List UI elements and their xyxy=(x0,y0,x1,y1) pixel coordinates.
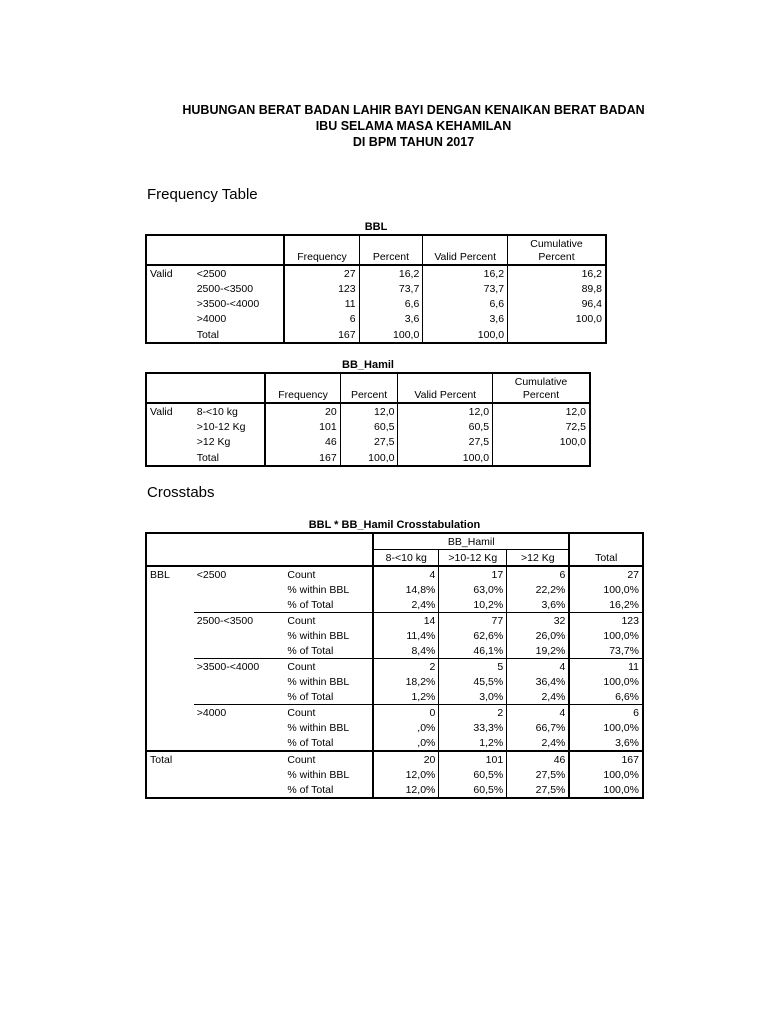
crosstab-row xyxy=(146,674,643,689)
cell-blank xyxy=(194,720,285,735)
cell-valid-percent: 100,0 xyxy=(398,449,493,466)
crosstab-row xyxy=(146,659,643,675)
table-row xyxy=(146,311,606,326)
cell-12-kg: 19,2% xyxy=(507,643,570,659)
cell-blank xyxy=(194,674,285,689)
cell-blank xyxy=(146,782,194,798)
cell-percent: 3,6 xyxy=(359,311,423,326)
header-frequency: Frequency xyxy=(284,235,359,265)
cell-total: 6 xyxy=(569,705,643,721)
cell-blank xyxy=(146,689,194,705)
header-col-total: Total xyxy=(569,550,643,567)
row-group-label: >3500-<4000 xyxy=(194,659,285,675)
cell-percent: 100,0 xyxy=(359,326,423,343)
row-group-label: Valid xyxy=(150,268,173,280)
cell-8-10-kg: 14,8% xyxy=(405,584,436,596)
cell-8-10-kg: 2,4% xyxy=(411,599,436,611)
cell-frequency: 20 xyxy=(325,406,337,418)
title-line-1: HUBUNGAN BERAT BADAN LAHIR BAYI DENGAN KENAIKAN BERAT BADAN xyxy=(182,103,645,117)
table-caption-crosstab: BBL * BB_Hamil Crosstabulation xyxy=(308,519,481,531)
cell-8-10-kg: 4 xyxy=(429,569,436,581)
crosstab-row xyxy=(146,705,643,721)
row-group-label: Valid xyxy=(150,406,173,418)
row-label: Total xyxy=(194,449,266,466)
cell-total: 123 xyxy=(569,613,643,629)
cell-cumulative-percent xyxy=(508,326,606,343)
row-statistic-label: % within BBL xyxy=(284,582,373,597)
cell-12-kg: 36,4% xyxy=(507,674,570,689)
header-cumulative-line-2: Percent xyxy=(522,389,560,401)
crosstab-header-row-1 xyxy=(146,533,643,550)
cell-8-10-kg: 12,0% xyxy=(405,784,436,796)
cell-blank xyxy=(146,735,194,751)
cell-10-12-kg: 60,5% xyxy=(439,767,507,782)
cell-12-kg: 46 xyxy=(507,751,570,767)
cell-percent: 60,5 xyxy=(340,419,398,434)
row-statistic-label: Count xyxy=(284,566,373,582)
cell-total: 100,0% xyxy=(569,582,643,597)
header-valid-percent: Valid Percent xyxy=(398,373,493,403)
crosstab-row xyxy=(146,735,643,751)
cell-blank xyxy=(146,659,194,675)
header-cumulative-percent xyxy=(493,373,590,403)
cell-cumulative-percent: 100,0 xyxy=(508,311,606,326)
document-title xyxy=(0,102,768,150)
crosstab-row xyxy=(146,751,643,767)
row-label: >10-12 Kg xyxy=(194,419,266,434)
row-statistic-label: % within BBL xyxy=(284,628,373,643)
cell-8-10-kg: 2 xyxy=(373,659,439,675)
cell-8-10-kg: ,0% xyxy=(417,722,436,734)
cell-12-kg: 32 xyxy=(507,613,570,629)
row-group-label: >4000 xyxy=(194,705,285,721)
header-cumulative-percent xyxy=(508,235,606,265)
cell-percent: 6,6 xyxy=(359,296,423,311)
crosstab-header-row-2 xyxy=(146,550,643,567)
row-statistic-label: % of Total xyxy=(284,597,373,613)
row-statistic-label: % within BBL xyxy=(284,674,373,689)
cell-percent: 73,7 xyxy=(359,281,423,296)
header-percent: Percent xyxy=(340,373,398,403)
table-caption-bbl: BBL xyxy=(364,221,388,233)
table-row-total xyxy=(146,449,590,466)
row-statistic-label: Count xyxy=(284,659,373,675)
table-header-row xyxy=(146,235,606,265)
cell-percent: 100,0 xyxy=(340,449,398,466)
cell-blank xyxy=(146,767,194,782)
row-group-label: <2500 xyxy=(196,569,227,581)
header-valid-percent: Valid Percent xyxy=(423,235,508,265)
crosstab-row xyxy=(146,720,643,735)
row-statistic-label: % of Total xyxy=(284,735,373,751)
row-label: 2500-<3500 xyxy=(194,281,285,296)
table-row xyxy=(146,419,590,434)
cell-blank xyxy=(146,674,194,689)
cell-12-kg: 2,4% xyxy=(507,689,570,705)
cell-cumulative-percent: 72,5 xyxy=(493,419,590,434)
cell-cumulative-percent: 12,0 xyxy=(493,403,590,419)
table-row-total xyxy=(146,326,606,343)
cell-valid-percent: 3,6 xyxy=(423,311,508,326)
row-variable-label: BBL xyxy=(150,569,170,581)
cell-blank xyxy=(146,582,194,597)
cell-percent: 12,0 xyxy=(340,403,398,419)
cell-12-kg: 27,5% xyxy=(507,782,570,798)
cell-blank xyxy=(194,628,285,643)
cell-8-10-kg: 20 xyxy=(373,751,439,767)
row-label: >4000 xyxy=(194,311,285,326)
cell-cumulative-percent xyxy=(493,449,590,466)
cell-12-kg: 26,0% xyxy=(507,628,570,643)
cell-cumulative-percent: 89,8 xyxy=(508,281,606,296)
cell-total: 6,6% xyxy=(569,689,643,705)
cell-valid-percent: 16,2 xyxy=(423,265,508,281)
header-blank xyxy=(194,235,285,265)
cell-total: 100,0% xyxy=(569,782,643,798)
crosstab-table xyxy=(145,532,644,799)
row-statistic-label: % of Total xyxy=(284,643,373,659)
cell-valid-percent: 100,0 xyxy=(423,326,508,343)
cell-12-kg: 3,6% xyxy=(507,597,570,613)
header-cumulative-line-1: Cumulative xyxy=(530,238,583,250)
cell-10-12-kg: 60,5% xyxy=(439,782,507,798)
cell-total: 100,0% xyxy=(569,720,643,735)
cell-total: 11 xyxy=(569,659,643,675)
frequency-table-bbl xyxy=(145,234,607,344)
cell-12-kg: 4 xyxy=(507,705,570,721)
cell-blank xyxy=(146,628,194,643)
cell-valid-percent: 6,6 xyxy=(423,296,508,311)
cell-total: 16,2% xyxy=(569,597,643,613)
cell-12-kg: 6 xyxy=(507,566,570,582)
cell-cumulative-percent: 16,2 xyxy=(508,265,606,281)
row-label: <2500 xyxy=(194,265,285,281)
header-percent: Percent xyxy=(359,235,423,265)
cell-frequency: 167 xyxy=(319,452,337,464)
cell-frequency: 6 xyxy=(349,313,356,325)
cell-10-12-kg: 2 xyxy=(439,705,507,721)
crosstab-row xyxy=(146,613,643,629)
cell-frequency: 11 xyxy=(344,298,356,310)
header-col-8-10-kg: 8-<10 kg xyxy=(373,550,439,567)
cell-10-12-kg: 3,0% xyxy=(439,689,507,705)
section-heading-crosstabs: Crosstabs xyxy=(147,484,215,501)
cell-8-10-kg: 1,2% xyxy=(411,691,436,703)
table-header-row xyxy=(146,373,590,403)
cell-blank xyxy=(194,735,285,751)
cell-total: 100,0% xyxy=(569,674,643,689)
crosstab-row xyxy=(146,628,643,643)
header-col-10-12-kg: >10-12 Kg xyxy=(439,550,507,567)
cell-10-12-kg: 63,0% xyxy=(439,582,507,597)
cell-valid-percent: 27,5 xyxy=(398,434,493,449)
cell-12-kg: 2,4% xyxy=(507,735,570,751)
row-statistic-label: % of Total xyxy=(284,782,373,798)
cell-10-12-kg: 5 xyxy=(439,659,507,675)
cell-blank xyxy=(194,689,285,705)
cell-frequency: 27 xyxy=(343,268,356,280)
crosstab-row xyxy=(146,689,643,705)
cell-total: 100,0% xyxy=(569,767,643,782)
cell-10-12-kg: 33,3% xyxy=(439,720,507,735)
cell-8-10-kg: ,0% xyxy=(417,737,436,749)
crosstab-row xyxy=(146,582,643,597)
table-row xyxy=(146,296,606,311)
cell-blank xyxy=(146,705,194,721)
cell-total: 73,7% xyxy=(569,643,643,659)
row-statistic-label: % of Total xyxy=(284,689,373,705)
cell-valid-percent: 60,5 xyxy=(398,419,493,434)
cell-frequency: 123 xyxy=(338,283,356,295)
table-caption-bbhamil: BB_Hamil xyxy=(342,359,394,371)
crosstab-row xyxy=(146,643,643,659)
cell-blank xyxy=(194,643,285,659)
row-label: 8-<10 kg xyxy=(194,403,266,419)
cell-percent: 16,2 xyxy=(359,265,423,281)
row-label: Total xyxy=(194,326,285,343)
title-line-2: IBU SELAMA MASA KEHAMILAN xyxy=(315,119,512,133)
crosstab-row xyxy=(146,597,643,613)
header-frequency: Frequency xyxy=(265,373,340,403)
row-label: >3500-<4000 xyxy=(194,296,285,311)
row-statistic-label: % within BBL xyxy=(284,767,373,782)
header-cumulative-line-2: Percent xyxy=(538,251,575,263)
cell-cumulative-percent: 96,4 xyxy=(508,296,606,311)
cell-10-12-kg: 77 xyxy=(439,613,507,629)
row-variable-label: Total xyxy=(146,751,194,767)
section-heading-frequency: Frequency Table xyxy=(147,186,258,203)
crosstab-row xyxy=(146,566,643,582)
cell-blank xyxy=(146,720,194,735)
row-statistic-label: Count xyxy=(284,705,373,721)
header-cumulative-line-1: Cumulative xyxy=(514,376,568,388)
cell-10-12-kg: 46,1% xyxy=(439,643,507,659)
cell-10-12-kg: 1,2% xyxy=(439,735,507,751)
table-row xyxy=(146,265,606,281)
table-row xyxy=(146,281,606,296)
cell-total: 27 xyxy=(569,566,643,582)
cell-8-10-kg: 18,2% xyxy=(405,676,436,688)
cell-blank xyxy=(194,782,285,798)
cell-valid-percent: 12,0 xyxy=(398,403,493,419)
cell-10-12-kg: 45,5% xyxy=(439,674,507,689)
crosstab-row xyxy=(146,767,643,782)
cell-12-kg: 27,5% xyxy=(507,767,570,782)
cell-8-10-kg: 0 xyxy=(373,705,439,721)
row-statistic-label: Count xyxy=(284,751,373,767)
cell-blank xyxy=(146,597,194,613)
cell-10-12-kg: 17 xyxy=(439,566,507,582)
cell-valid-percent: 73,7 xyxy=(423,281,508,296)
crosstab-row xyxy=(146,782,643,798)
row-group-label: 2500-<3500 xyxy=(194,613,285,629)
cell-total: 3,6% xyxy=(569,735,643,751)
header-blank xyxy=(146,235,194,265)
cell-frequency: 101 xyxy=(319,421,337,433)
cell-12-kg: 22,2% xyxy=(507,582,570,597)
cell-blank xyxy=(194,582,285,597)
title-line-3: DI BPM TAHUN 2017 xyxy=(352,135,475,149)
cell-blank xyxy=(146,613,194,629)
cell-10-12-kg: 101 xyxy=(439,751,507,767)
cell-blank xyxy=(146,643,194,659)
cell-12-kg: 4 xyxy=(507,659,570,675)
cell-total: 167 xyxy=(569,751,643,767)
row-label: >12 Kg xyxy=(194,434,266,449)
cell-blank xyxy=(194,767,285,782)
cell-8-10-kg: 8,4% xyxy=(411,645,436,657)
cell-blank xyxy=(194,597,285,613)
cell-10-12-kg: 10,2% xyxy=(439,597,507,613)
header-bbhamil-group: BB_Hamil xyxy=(447,536,495,548)
cell-cumulative-percent: 100,0 xyxy=(493,434,590,449)
cell-frequency: 46 xyxy=(325,436,337,448)
cell-blank xyxy=(194,751,285,767)
header-col-12-kg: >12 Kg xyxy=(507,550,570,567)
cell-total: 100,0% xyxy=(569,628,643,643)
cell-10-12-kg: 62,6% xyxy=(439,628,507,643)
table-row xyxy=(146,434,590,449)
table-row xyxy=(146,403,590,419)
row-statistic-label: Count xyxy=(284,613,373,629)
frequency-table-bbhamil xyxy=(145,372,591,467)
cell-8-10-kg: 11,4% xyxy=(406,630,436,642)
row-statistic-label: % within BBL xyxy=(284,720,373,735)
cell-12-kg: 66,7% xyxy=(507,720,570,735)
cell-frequency: 167 xyxy=(338,329,356,341)
cell-percent: 27,5 xyxy=(340,434,398,449)
cell-8-10-kg: 14 xyxy=(373,613,439,629)
cell-8-10-kg: 12,0% xyxy=(405,769,436,781)
